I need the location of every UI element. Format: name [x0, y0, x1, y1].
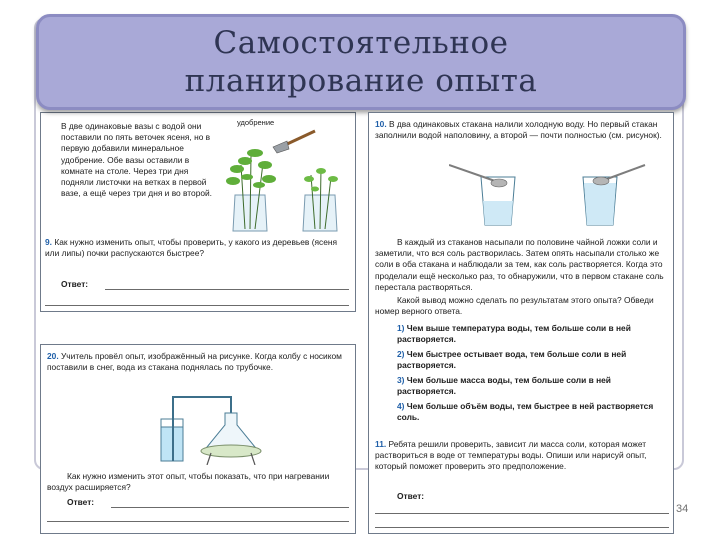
answer-option-1[interactable]	[397, 323, 667, 345]
task-20-answer-line-2[interactable]	[47, 521, 349, 522]
task-10-body: В каждый из стаканов насыпали по половине чайной ложки соли и заметили, что вся соль растворилась. Затем опять насыпали столько же соли в оба стакана и наблюдали за тем, как соль растворяется. Когда это проделали ещё несколько раз, то обнаружили, что в первом стакане соль перестала растворяться.	[375, 237, 664, 292]
task-11-answer-line-1[interactable]	[375, 513, 669, 514]
vases-illustration	[223, 125, 353, 235]
task-20-answer-line-1[interactable]	[111, 507, 349, 508]
task-11-answer-line-2[interactable]	[375, 527, 669, 528]
option-4-number: 4)	[397, 401, 405, 411]
task-panel-9	[40, 112, 356, 312]
task-20-intro-text: Учитель провёл опыт, изображённый на рисунке. Когда колбу с носиком поставили в снег, вода из стакана поднялась по трубочке.	[47, 351, 342, 373]
task-20-answer-label: Ответ:	[67, 497, 95, 507]
option-2-number: 2)	[397, 349, 405, 359]
task-9-answer-line-1[interactable]	[105, 289, 349, 290]
answer-option-4[interactable]	[397, 401, 667, 423]
page-number: 34	[676, 503, 689, 515]
task-panel-20	[40, 344, 356, 534]
slide-title-line-2: планирование опыта	[184, 63, 538, 99]
task-10-intro	[375, 119, 669, 141]
task-9-question-text: Как нужно изменить опыт, чтобы проверить, у какого из деревьев (ясеня или липы) почки распускаются быстрее?	[45, 237, 338, 259]
task-9-question	[45, 237, 351, 259]
task-20-question: Как нужно изменить этот опыт, чтобы показать, что при нагревании воздух расширяется?	[47, 471, 330, 493]
task-11-number: 11.	[375, 439, 387, 449]
task-9-number: 9.	[45, 237, 52, 247]
task-11-text: Ребята решили проверить, зависит ли масса соли, которая может раствориться в воде от температуры воды. Опиши или нарисуй опыт, который поможет проверить это предположение.	[375, 439, 647, 472]
task-10-question: Какой вывод можно сделать по результатам этого опыта? Обведи номер верного ответа.	[375, 295, 654, 317]
answer-option-3[interactable]	[397, 375, 667, 397]
task-panel-10	[368, 112, 674, 534]
flask-experiment-illustration	[151, 389, 271, 465]
option-1-number: 1)	[397, 323, 405, 333]
task-9-intro: В две одинаковые вазы с водой они поставили по пять веточек ясеня, но в первую добавили минеральное удобрение. Обе вазы оставили в комнате на столе. Через три дня подняли листочки на ветках в первой вазе, а ещё через три дня и во второй.	[61, 121, 213, 199]
option-4-text: Чем больше объём воды, тем быстрее в ней растворяется соль.	[397, 401, 654, 422]
slide-title-line-1: Самостоятельное	[213, 25, 509, 61]
task-10-number: 10.	[375, 119, 387, 129]
task-9-answer-label: Ответ:	[61, 279, 89, 289]
option-2-text: Чем быстрее остывает вода, тем больше соли в ней растворяется.	[397, 349, 627, 370]
option-3-number: 3)	[397, 375, 405, 385]
option-3-text: Чем больше масса воды, тем больше соли в ней растворяется.	[397, 375, 611, 396]
answer-option-2[interactable]	[397, 349, 667, 371]
glasses-illustration	[449, 157, 649, 227]
slide-title-banner	[36, 14, 686, 110]
task-20-number: 20.	[47, 351, 59, 361]
task-11	[375, 439, 669, 473]
task-11-answer-label: Ответ:	[397, 491, 425, 501]
task-10-intro-text: В два одинаковых стакана налили холодную воду. Но первый стакан заполнили водой наполовину, а второй — почти полностью (см. рисунок).	[375, 119, 662, 141]
option-1-text: Чем выше температура воды, тем больше соли в ней растворяется.	[397, 323, 631, 344]
task-20-intro	[47, 351, 347, 373]
fertilizer-label: удобрение	[237, 118, 275, 127]
task-9-answer-line-2[interactable]	[45, 305, 349, 306]
